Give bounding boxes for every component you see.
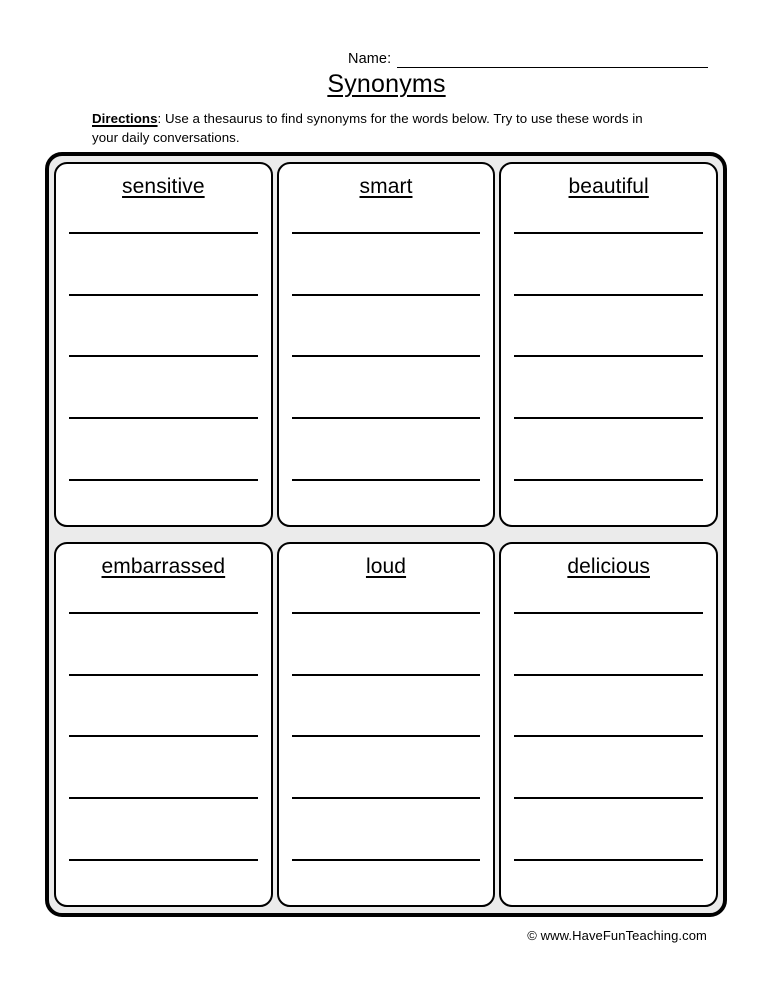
answer-line[interactable] [69,355,258,357]
page-title [0,70,773,99]
answer-lines [514,582,703,893]
word-box[interactable] [277,542,496,907]
word-box[interactable] [54,162,273,527]
footer-copyright: © www.HaveFunTeaching.com [527,928,707,943]
worksheet-row [54,162,718,527]
name-input-blank[interactable] [397,52,708,68]
answer-line[interactable] [292,355,481,357]
page-title-text: Synonyms [327,70,446,98]
answer-line[interactable] [69,797,258,799]
answer-line[interactable] [514,355,703,357]
word-text: smart [359,175,413,198]
name-label: Name: [348,51,392,67]
word-label [514,554,703,580]
directions-paragraph [92,110,672,147]
word-label [292,174,481,200]
answer-line[interactable] [514,479,703,481]
directions-text: : Use a thesaurus to find synonyms for the words below. Try to use these words in your daily conversations. [92,111,643,145]
answer-line[interactable] [69,232,258,234]
word-box[interactable] [499,542,718,907]
answer-line[interactable] [69,735,258,737]
answer-line[interactable] [292,417,481,419]
answer-lines [69,582,258,893]
answer-line[interactable] [514,417,703,419]
word-label [514,174,703,200]
answer-lines [292,582,481,893]
worksheet-row [54,542,718,907]
answer-line[interactable] [69,479,258,481]
word-text: delicious [567,555,650,578]
name-field-row [348,46,708,68]
answer-lines [514,202,703,513]
word-text: sensitive [122,175,205,198]
answer-line[interactable] [514,232,703,234]
answer-line[interactable] [514,612,703,614]
answer-lines [292,202,481,513]
answer-line[interactable] [69,674,258,676]
word-text: loud [365,555,407,578]
worksheet-frame [45,152,727,917]
answer-line[interactable] [69,417,258,419]
answer-line[interactable] [292,797,481,799]
answer-line[interactable] [514,674,703,676]
answer-line[interactable] [292,612,481,614]
answer-line[interactable] [514,294,703,296]
directions-label: Directions [92,111,158,126]
word-box[interactable] [499,162,718,527]
answer-line[interactable] [69,859,258,861]
answer-line[interactable] [514,735,703,737]
answer-line[interactable] [292,674,481,676]
answer-line[interactable] [292,859,481,861]
word-box[interactable] [54,542,273,907]
word-text: beautiful [568,175,649,198]
answer-line[interactable] [292,735,481,737]
word-box[interactable] [277,162,496,527]
answer-line[interactable] [292,232,481,234]
answer-line[interactable] [292,479,481,481]
answer-line[interactable] [69,294,258,296]
answer-line[interactable] [514,797,703,799]
answer-line[interactable] [69,612,258,614]
word-text: embarrassed [101,555,226,578]
answer-line[interactable] [514,859,703,861]
answer-lines [69,202,258,513]
word-label [292,554,481,580]
word-label [69,554,258,580]
answer-line[interactable] [292,294,481,296]
word-label [69,174,258,200]
